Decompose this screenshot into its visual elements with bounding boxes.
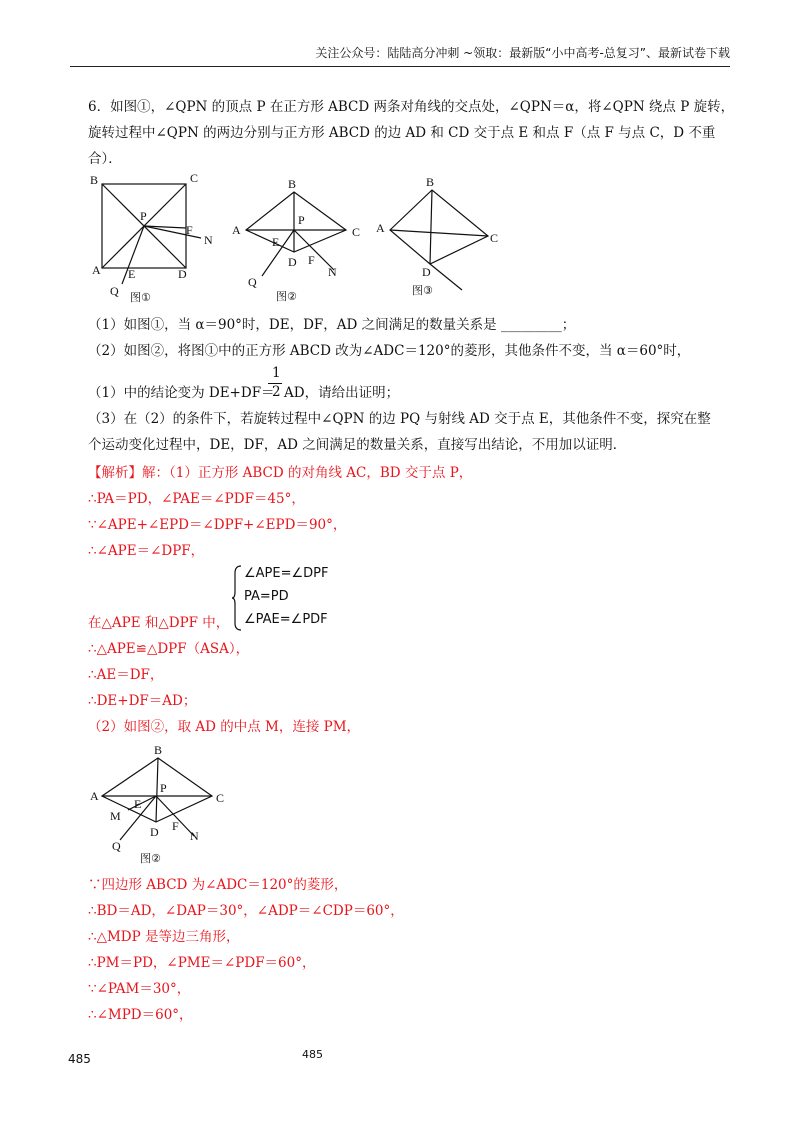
- solution-line-15: ∴∠MPD＝60°，: [88, 1007, 193, 1023]
- question-1: （1）如图①，当 α＝90°时，DE，DF，AD 之间满足的数量关系是 _________；: [88, 317, 576, 333]
- solution-line-7: ∴AE＝DF，: [88, 667, 164, 683]
- system-eq-2: PA=PD: [244, 589, 289, 604]
- fig2-label-B: B: [288, 177, 297, 191]
- fig3-label-D: D: [422, 265, 431, 279]
- system-brace: [232, 565, 242, 631]
- fraction-numerator: 1: [272, 365, 281, 381]
- fig4-label-Q: Q: [112, 839, 121, 853]
- figure-2: [228, 172, 376, 308]
- fig2-label-N: N: [328, 265, 337, 279]
- fraction-denominator: 2: [272, 384, 281, 400]
- solution-line-9: （2）如图②，取 AD 的中点 M，连接 PM，: [88, 719, 361, 735]
- fig2-label-P: P: [298, 213, 305, 227]
- solution-line-13: ∴PM＝PD，∠PME＝∠PDF＝60°，: [88, 955, 316, 971]
- problem-line-3: 合）．: [88, 151, 122, 167]
- fig4-label-C: C: [216, 791, 225, 805]
- system-eq-1: ∠APE=∠DPF: [244, 566, 329, 581]
- question-2a: （2）如图②，将图①中的正方形 ABCD 改为∠ADC＝120°的菱形，其他条件不变，当 α＝60°时，: [88, 343, 691, 359]
- page-number-center: 485: [302, 1048, 323, 1061]
- figure-1: [86, 168, 226, 308]
- fig4-label-P: P: [160, 781, 167, 795]
- solution-line-12: ∴△MDP 是等边三角形，: [88, 929, 240, 945]
- fig2-label-D: D: [288, 255, 297, 269]
- question-2b-prefix: （1）中的结论变为 DE+DF＝: [88, 385, 275, 401]
- problem-line-2: 旋转过程中∠QPN 的两边分别与正方形 ABCD 的边 AD 和 CD 交于点 E 和点 F（点 F 与点 C，D 不重: [88, 125, 716, 141]
- fig1-caption: 图①: [130, 291, 151, 304]
- fig2-caption: 图②: [276, 290, 297, 303]
- figure-3: [372, 172, 512, 306]
- fig3-label-B: B: [426, 175, 435, 189]
- fig2-label-F: F: [308, 253, 315, 267]
- page-number-left: 485: [68, 1052, 91, 1066]
- solution-line-3: ∵∠APE+∠EPD＝∠DPF+∠EPD＝90°，: [88, 517, 347, 533]
- solution-line-8: ∴DE+DF＝AD；: [88, 693, 197, 709]
- header-text: 关注公众号：陆陆高分冲刺 ~领取：最新版“小中高考-总复习”、最新试卷下载: [315, 46, 730, 60]
- fig4-label-B: B: [154, 743, 163, 757]
- page-header: [70, 44, 730, 67]
- fig2-label-E: E: [272, 235, 280, 249]
- fig1-label-E: E: [128, 267, 136, 281]
- solution-line-6: ∴△APE≌△DPF（ASA），: [88, 641, 250, 657]
- problem-line-1: 6．如图①，∠QPN 的顶点 P 在正方形 ABCD 两条对角线的交点处，∠QPN＝α，将∠QPN 绕点 P 旋转，: [88, 99, 735, 115]
- fig4-label-N: N: [190, 829, 199, 843]
- fig1-label-F: F: [186, 223, 193, 237]
- fig1-label-P: P: [140, 209, 147, 223]
- question-2b-suffix: AD，请给出证明；: [284, 385, 400, 401]
- figure-4: [86, 740, 236, 868]
- fig1-label-N: N: [204, 233, 213, 247]
- system-eq-3: ∠PAE=∠PDF: [244, 612, 328, 627]
- fig4-label-F: F: [172, 819, 179, 833]
- fig2-label-Q: Q: [248, 275, 257, 289]
- fig1-label-Q: Q: [110, 284, 119, 298]
- fig4-label-D: D: [150, 825, 159, 839]
- fig1-label-D: D: [178, 267, 187, 281]
- fig2-label-A: A: [232, 223, 241, 237]
- fig3-label-C: C: [490, 231, 499, 245]
- fig4-caption: 图②: [140, 852, 161, 865]
- fig1-label-B: B: [90, 173, 99, 187]
- fig2-label-C: C: [352, 225, 361, 239]
- fig3-label-A: A: [376, 221, 385, 235]
- solution-line-2: ∴PA＝PD，∠PAE＝∠PDF＝45°，: [88, 491, 305, 507]
- question-3b: 个运动变化过程中，DE，DF，AD 之间满足的数量关系，直接写出结论，不用加以证明．: [88, 437, 627, 453]
- solution-line-14: ∵∠PAM＝30°，: [88, 981, 191, 997]
- solution-line-10: ∵四边形 ABCD 为∠ADC＝120°的菱形，: [88, 877, 348, 893]
- solution-line-5: 在△APE 和△DPF 中，: [88, 615, 230, 631]
- fig4-label-E: E: [134, 797, 142, 811]
- fig1-label-A: A: [92, 263, 101, 277]
- question-3a: （3）在（2）的条件下，若旋转过程中∠QPN 的边 PQ 与射线 AD 交于点 E，其他条件不变，探究在整: [88, 411, 711, 427]
- fig3-caption: 图③: [412, 284, 433, 297]
- solution-line-11: ∴BD＝AD，∠DAP＝30°，∠ADP＝∠CDP＝60°，: [88, 903, 404, 919]
- fig4-label-M: M: [110, 809, 121, 823]
- solution-line-1: 【解析】解：（1）正方形 ABCD 的对角线 AC，BD 交于点 P，: [88, 465, 473, 481]
- solution-line-4: ∴∠APE＝∠DPF，: [88, 543, 205, 559]
- fig1-label-C: C: [190, 171, 199, 185]
- fig4-label-A: A: [90, 789, 99, 803]
